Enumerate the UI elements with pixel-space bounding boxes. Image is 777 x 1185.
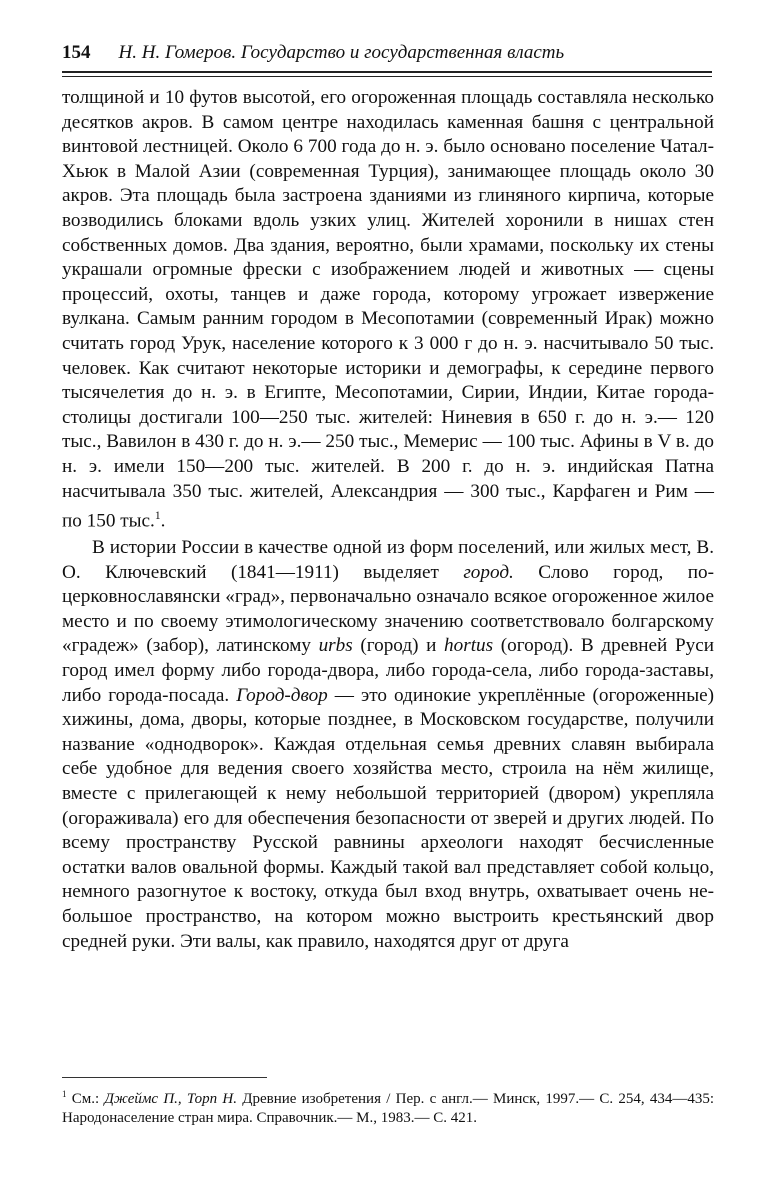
footnote bbox=[62, 1085, 714, 1127]
footnote-reference: 1 bbox=[154, 510, 161, 523]
main-text bbox=[62, 86, 714, 954]
paragraph-2-text-b: Слово город, по-церковнославянски «град», первоначально означало всякое огороженное жилое место и по своему этимологическому значению соответствовало болгарскому «градеж» (забор), латинскому bbox=[62, 561, 715, 657]
paragraph-2-text-a: В истории России в качестве одной из форм поселений, или жилых мест, В. О. Ключевский (1841—1911) выделяет bbox=[62, 537, 714, 583]
paragraph-1 bbox=[62, 86, 714, 534]
paragraph-2-text-e: — это одинокие укреплённые (огороженные) хижины, дома, дворы, которые позднее, в Московском государстве, получили название «однодворок». Каждая отдельная семья древних славян выбирала себе удобное для ведения своего хозяйства место, строила на нём жилище, вместе с прилегающей к нему небольшой территорией (двором) укрепляла (огораживала) его для обеспечения безопасности от зверей и других людей. По всему пространству Русской равнины археологи находят бесчисленные остатки валов овальной формы. Каждый такой вал представляет собой кольцо, немного разогнутое к востоку, откуда был вход внутрь, охватывает очень небольшое пространство, на котором можно выстроить крестьянский двор средней руки. Эти валы, как правило, находятся друг от друга bbox=[62, 684, 714, 952]
running-title: Н. Н. Гомеров. Государство и государственная власть bbox=[118, 42, 565, 63]
header-rule-thick bbox=[62, 71, 712, 73]
term-hortus: hortus bbox=[444, 635, 494, 657]
footnote-mark: 1 bbox=[62, 1089, 67, 1099]
term-gorod: город. bbox=[463, 561, 514, 583]
footnote-text-b: Древние изобретения / Пер. с англ.— Минск, 1997.— С. 254, 434—435: Народонаселение стран мира. Справочник.— М., 1983.— С. 421. bbox=[62, 1091, 714, 1126]
paragraph-2 bbox=[62, 536, 714, 954]
paragraph-1-end: . bbox=[160, 510, 166, 532]
paragraph-1-text: толщиной и 10 футов высотой, его огороженная площадь составляла несколько десятков акров. В самом центре находилась каменная башня с центральной винтовой лестницей. Около 6 700 года до н. э. было основано поселение Чатал-Хьюк в Малой Азии (современная Турция), занимающее площадь около 30 акров. Эта площадь была застроена зданиями из глиняного кирпича, которые возводились блоками вдоль узких улиц. Жителей хоронили в нишах стен собственных домов. Два здания, вероятно, были храмами, поскольку их стены украшали огромные фрески с изображением людей и животных — сцены процессий, охоты, танцев и даже города, которому угрожает извержение вулкана. Самым ранним городом в Месопотамии (современный Ирак) можно считать город Урук, население которого к 3 000 г до н. э. насчитывало 50 тыс. человек. Как считают некоторые историки и демографы, к середине первого тысячелетия до н. э. в Египте, Месопотамии, Сирии, Индии, Китае города-столицы достигали 100—250 тыс. жителей: Ниневия в 650 г. до н. э.— 120 тыс., Вавилон в 430 г. до н. э.— 250 тыс., Мемерис — 100 тыс. Афины в V в. до н. э. имели 150—200 тыс. жителей. В 200 г. до н. э. индийская Патна насчитывала 350 тыс. жителей, Александрия — 300 тыс., Карфаген и Рим — по 150 тыс. bbox=[62, 87, 714, 532]
paragraph-2-text-d: (огород). В древней Руси город имел форму либо города-двора, либо города-села, либо города-заставы, либо города-посада. bbox=[62, 635, 715, 706]
running-header bbox=[62, 42, 722, 64]
header-rule-thin bbox=[62, 76, 712, 77]
paragraph-2-text-c: (город) и bbox=[352, 635, 445, 657]
term-urbs: urbs bbox=[318, 635, 353, 657]
term-gorod-dvor: Город-двор bbox=[236, 684, 328, 706]
footnote-rule bbox=[62, 1077, 267, 1078]
footnote-text-a: См.: bbox=[66, 1091, 105, 1107]
page-number: 154 bbox=[62, 42, 91, 63]
footnote-authors: Джеймс П., Торп Н. bbox=[104, 1091, 237, 1107]
